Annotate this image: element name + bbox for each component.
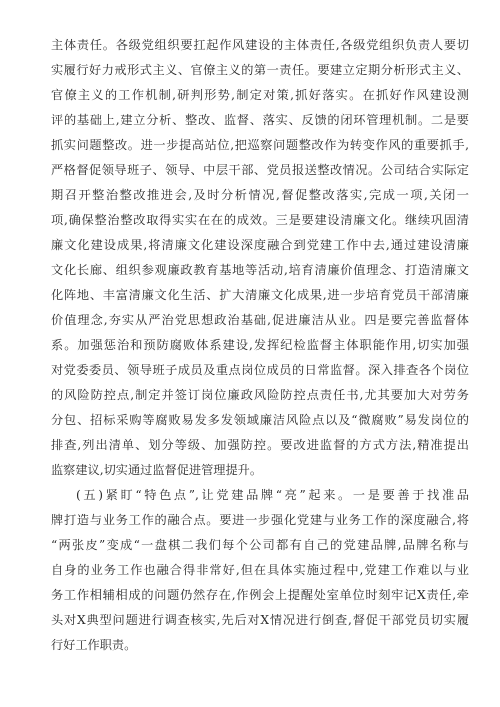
text-line: 严格督促领导班子、领导、中层干部、党员报送整改情况。公司结合实际定 xyxy=(51,163,469,177)
text-line: 实履行好力戒形式主义、官僚主义的第一责任。要建立定期分析形式主义、 xyxy=(51,63,469,77)
text-line: 排查,列出清单、划分等级、加强防控。要改进监督的方式方法,精准提出 xyxy=(51,438,469,452)
section-heading-line: (五)紧盯“特色点”,让党建品牌“亮”起来。一是要善于找准品 xyxy=(76,488,469,502)
text-line: 主体责任。各级党组织要扛起作风建设的主体责任,各级党组织负责人要切 xyxy=(51,38,469,52)
text-line: 分包、招标采购等腐败易发多发领域廉洁风险点以及“微腐败”易发岗位的 xyxy=(51,413,469,427)
text-line: 自身的业务工作也融合得非常好,但在具体实施过程中,党建工作难以与业 xyxy=(51,563,469,577)
text-line: 官僚主义的工作机制,研判形势,制定对策,抓好落实。在抓好作风建设测 xyxy=(51,88,469,102)
text-line: 头对X典型问题进行调查核实,先后对X情况进行倒查,督促干部党员切实履 xyxy=(51,613,469,627)
text-line: 监察建议,切实通过监督促进管理提升。 xyxy=(51,463,263,477)
text-line: 系。加强惩治和预防腐败体系建设,发挥纪检监督主体职能作用,切实加强 xyxy=(51,338,469,352)
text-line: 期召开整治整改推进会,及时分析情况,督促整改落实,完成一项,关闭一 xyxy=(51,188,469,202)
text-line: “两张皮”变成“一盘棋二我们每个公司都有自己的党建品牌,品牌名称与 xyxy=(51,538,469,552)
text-line: 行好工作职责。 xyxy=(51,638,137,652)
text-line: 牌打造与业务工作的融合点。要进一步强化党建与业务工作的深度融合,将 xyxy=(51,513,469,527)
text-line: 抓实问题整改。进一步提高站位,把巡察问题整改作为转变作风的重要抓手, xyxy=(51,138,469,152)
text-line: 评的基础上,建立分析、整改、监督、落实、反馈的闭环管理机制。二是要 xyxy=(51,113,469,127)
text-line: 项,确保整治整改取得实实在在的成效。三是要建设清廉文化。继续巩固清 xyxy=(51,213,469,227)
text-line: 对党委委员、领导班子成员及重点岗位成员的日常监督。深入排查各个岗位 xyxy=(51,363,469,377)
text-line: 化阵地、丰富清廉文化生活、扩大清廉文化成果,进一步培育党员干部清廉 xyxy=(51,288,469,302)
text-line: 务工作相辅相成的问题仍然存在,作例会上提醒处室单位时刻牢记X责任,牵 xyxy=(51,588,469,602)
text-line: 文化长廊、组织参观廉政教育基地等活动,培育清廉价值理念、打造清廉文 xyxy=(51,263,469,277)
text-line: 的风险防控点,制定并签订岗位廉政风险防控点责任书,尤其要加大对劳务 xyxy=(51,388,469,402)
text-line: 价值理念,夯实从严治党思想政治基础,促进廉洁从业。四是要完善监督体 xyxy=(51,313,469,327)
text-line: 廉文化建设成果,将清廉文化建设深度融合到党建工作中去,通过建设清廉 xyxy=(51,238,469,252)
